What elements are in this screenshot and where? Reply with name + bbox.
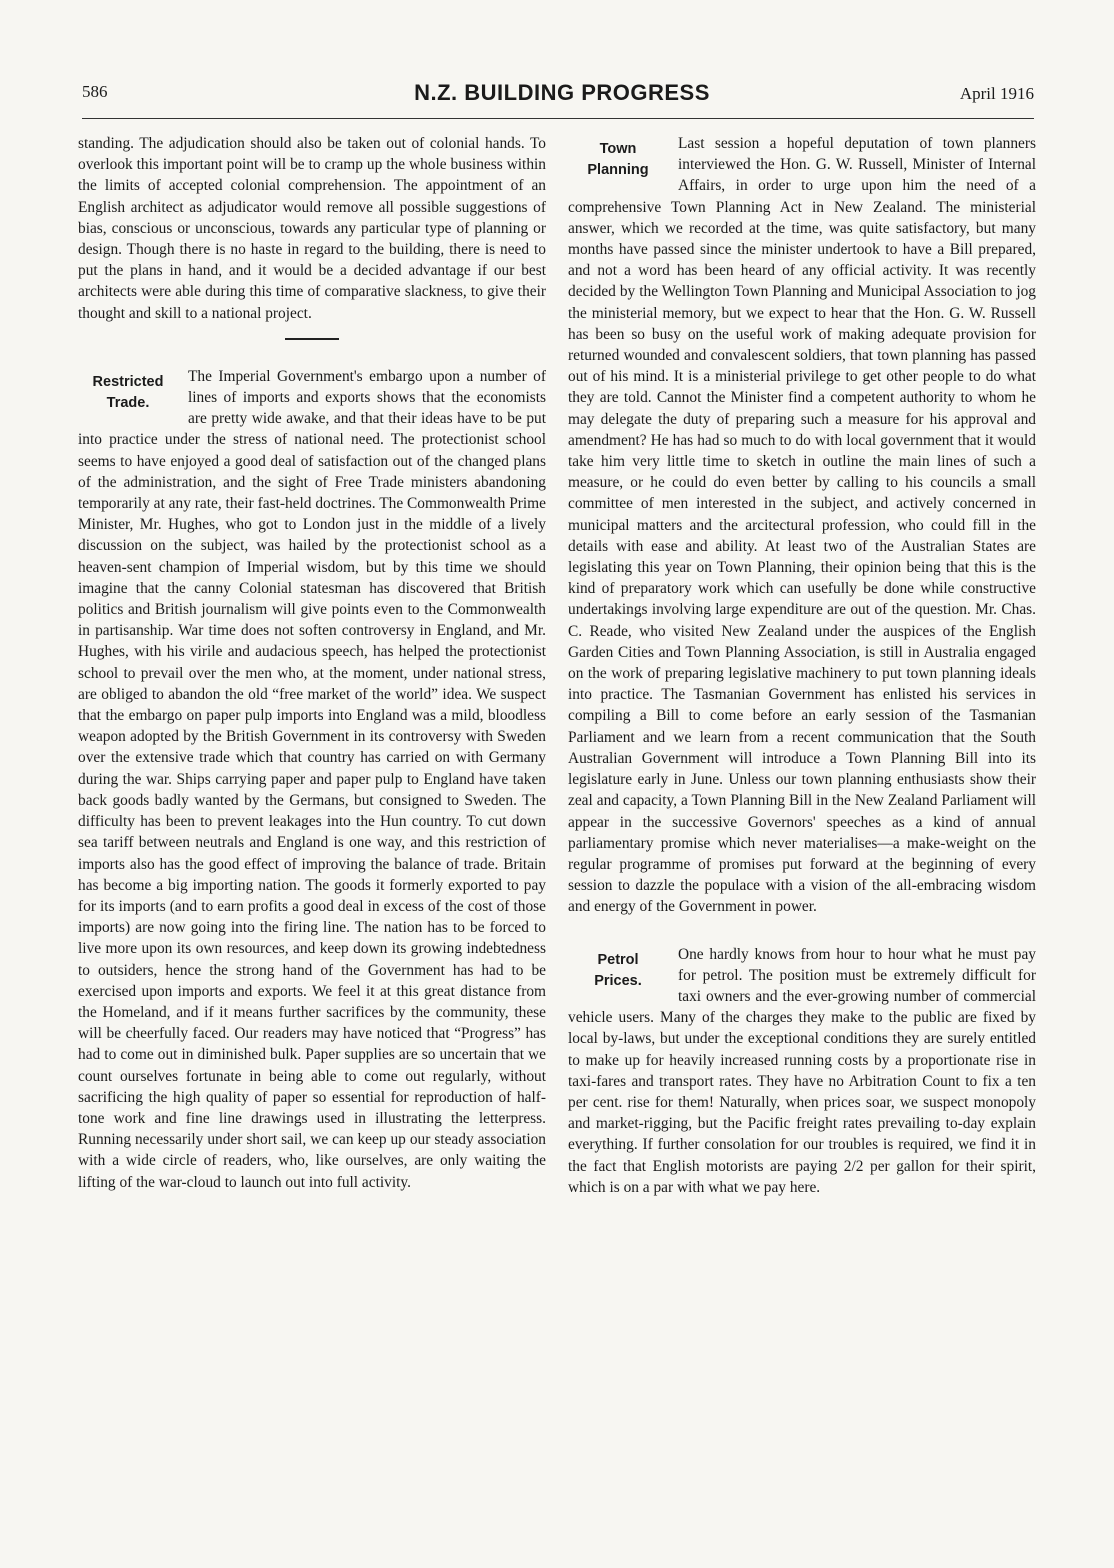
left-column: [78, 133, 546, 1193]
issue-date: April 1916: [959, 84, 1034, 103]
heading-line: Town: [599, 141, 637, 157]
header-rule: [82, 118, 1034, 119]
right-column: [568, 133, 1036, 1198]
continued-paragraph: standing. The adjudication should also be taken out of colonial hands. To overlook this important point will be to cramp up the whole business within the limits of accepted colonial comprehension. The appointment of an English architect as adjudicator would remove all possible suggestions of bias, conscious or unconscious, towards any particular type of planning or design. Though there is no haste in regard to the building, there is need to put the plans in hand, and it would be a decided advantage if our best architects were able during this time of comparative slackness, to give their thought and skill to a national project.: [78, 135, 546, 322]
heading-line: Trade.: [106, 394, 150, 411]
heading-line: Prices.: [594, 972, 642, 989]
section-heading-town-planning: [568, 133, 668, 181]
petrol-prices-body: One hardly knows from hour to hour what he must pay for petrol. The position must be extremely difficult for taxi owners and the ever-growing number of commercial vehicle users. Many of the charges they make to the public are fixed by local by-laws, but under the exceptional conditions they are surely entitled to make up for heavily increased running costs by a proportionate rise in taxi-fares and transport rates. They have no Arbitration Count to fix a ten per cent. rise for them! Naturally, when prices soar, we suspect monopoly and market-rigging, but the Pacific freight rates prevailing to-day explain everything. If further consolation for our troubles is required, we find it in the fact that English motorists are paying 2/2 per gallon for their spirit, which is on a par with what we pay here.: [568, 945, 1036, 1196]
page-number: 586: [82, 82, 108, 101]
journal-title: N.Z. BUILDING PROGRESS: [414, 80, 710, 105]
section-heading-petrol-prices: [568, 944, 668, 992]
restricted-trade-body: The Imperial Government's embargo upon a number of lines of imports and exports shows that the economists are pretty wide awake, and that their ideas have to be put into practice under the stress of national need. The protectionist school seems to have enjoyed a good deal of satisfaction out of the changed plans of the administration, and the sight of Free Trade ministers abandoning temporarily at any rate, their fast-held doctrines. The Commonwealth Prime Minister, Mr. Hughes, who got to London just in the middle of a lively discussion on the subject, was hailed by the protectionist school as a heaven-sent champion of Imperial wisdom, but by this time we should imagine that the canny Colonial statesman has discovered that British politics and British journalism will give points even to the Commonwealth in partisanship. War time does not soften controversy in England, and Mr. Hughes, with his virile and audacious speech, has helped the protectionist school to prevail over the men who, at the moment, under national stress, are obliged to abandon the old “free market of the world” idea. We suspect that the embargo on paper pulp imports into England was a mild, bloodless weapon adopted by the British Government in its controversy with Sweden over the extensive trade which that country has carried on with Germany during the war. Ships carrying paper and paper pulp to England have taken back goods badly wanted by the Germans, but consigned to Sweden. The difficulty has been to prevent leakages into the Hun country. To cut down sea tariff between neutrals and England is one way, and this restriction of imports also has the good effect of improving the balance of trade. Britain has become a big importing nation. The goods it formerly exported to pay for its imports (and to earn profits a good deal in excess of the cost of those imports) are now going into the firing line. The nation has to be forced to live more upon its own resources, and keep down its growing indebtedness to outsiders, hence the strong hand of the Government has had to be exercised upon imports and exports. We feel it at this great distance from the Homeland, and if it means further sacrifices by the community, these will be cheerfully faced. Our readers may have noticed that “Progress” has had to come out in diminished bulk. Paper supplies are so uncertain that we count ourselves fortunate in being able to come out regularly, without sacrificing the high quality of paper so essential for reproduction of half-tone work and fine line drawings used in illustrating the letterpress. Running necessarily under short sail, we can keep up our steady association with a wide circle of readers, who, like ourselves, are only waiting the lifting of the war-cloud to launch out into full activity.: [78, 367, 546, 1191]
page-header: [82, 80, 1042, 114]
section-gap: [568, 918, 1036, 944]
heading-line: Planning: [587, 162, 649, 178]
section-divider: [285, 338, 339, 340]
heading-line: Petrol: [597, 951, 639, 968]
town-planning-body: Last session a hopeful deputation of town planners interviewed the Hon. G. W. Russell, Minister of Internal Affairs, in order to urge upon him the need of a comprehensive Town Planning Act in New Zealand. The ministerial answer, which we recorded at the time, was quite satisfactory, but many months have passed since the minister undertook to have a Bill prepared, and not a word has been heard of any official activity. It was recently decided by the Wellington Town Planning and Municipal Association to jog the ministerial memory, but we expect to hear that the Hon. G. W. Russell has been so busy on the useful work of making adequate provision for returned wounded and convalescent soldiers, that town planning has passed out of his mind. It is a ministerial privilege to get other people to do what they are told. Cannot the Minister find a competent authority to whom he may delegate the duty of preparing such a measure for his approval and amendment? He has had so much to do with local government that it would take him very little time to sketch in outline the main lines of such a measure, or he could do even better by calling to his councils a small committee of men interested in the subject, and actively concerned in municipal matters and the arcitectural profession, who could fill in the details with ease and ability. At least two of the Australian States are legislating this year on Town Planning, their opinion being that this is the kind of preparatory work which can usefully be done while constructive undertakings involving large expenditure are out of the question. Mr. Chas. C. Reade, who visited New Zealand under the auspices of the English Garden Cities and Town Planning Association, is still in Australia engaged on the work of preparing legislative machinery to put town planning ideals into practice. The Tasmanian Government has enlisted his services in compiling a Bill to come before an early session of the Tasmanian Parliament and we learn from a recent communication that the South Australian Government will introduce a Town Planning Bill into its legislature early in June. Unless our town planning enthusiasts show their zeal and capacity, a Town Planning Bill in the New Zealand Parliament will appear in the successive Governors' speeches as a kind of annual parliamentary promise which never materialises—a make-weight on the regular programme of promises put forward at the beginning of every session to dazzle the populace with a vision of the all-embracing wisdom and energy of the Government in power.: [568, 135, 1036, 916]
section-heading-restricted-trade: [78, 366, 178, 414]
heading-line: Restricted: [92, 373, 164, 390]
